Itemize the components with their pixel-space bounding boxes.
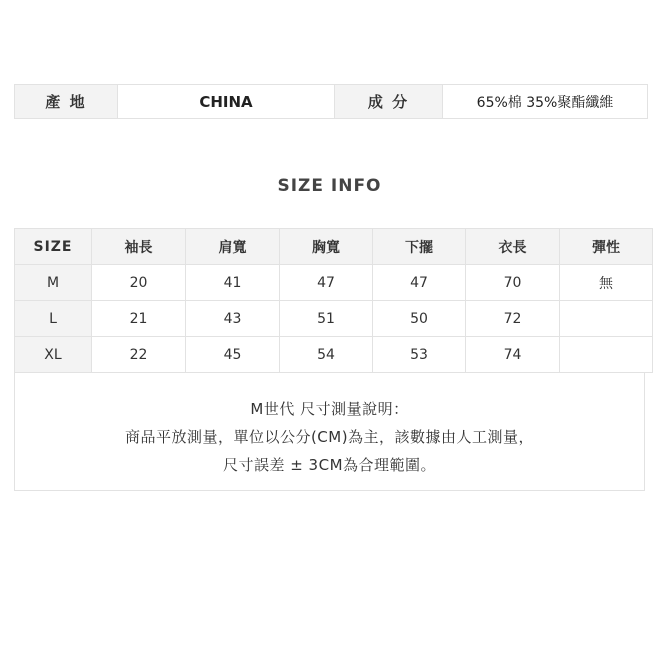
col-header-sleeve: 袖長 [92,229,186,265]
cell-length-xl: 74 [466,337,560,373]
composition-value: 65%棉 35%聚酯纖維 [443,85,648,119]
cell-length-l: 72 [466,301,560,337]
table-row [15,265,653,301]
cell-hem-l: 50 [373,301,466,337]
table-row [15,301,653,337]
cell-sleeve-m: 20 [92,265,186,301]
origin-label: 產 地 [15,85,118,119]
cell-elasticity-l [560,301,653,337]
cell-length-m: 70 [466,265,560,301]
origin-value: CHINA [118,85,335,119]
cell-elasticity-xl [560,337,653,373]
cell-chest-xl: 54 [280,337,373,373]
composition-label: 成 分 [335,85,443,119]
cell-size-xl: XL [15,337,92,373]
col-header-hem: 下擺 [373,229,466,265]
cell-shoulder-xl: 45 [186,337,280,373]
col-header-chest: 胸寬 [280,229,373,265]
material-table [14,84,648,119]
cell-hem-m: 47 [373,265,466,301]
table-row [15,337,653,373]
size-info-title: SIZE INFO [277,176,382,196]
measurement-note [14,373,645,491]
col-header-size: SIZE [15,229,92,265]
size-table [14,228,653,373]
note-line-1: M世代 尺寸測量說明： [250,400,409,418]
table-header-row [15,229,653,265]
col-header-elasticity: 彈性 [560,229,653,265]
cell-elasticity-m: 無 [560,265,653,301]
cell-size-l: L [15,301,92,337]
cell-chest-l: 51 [280,301,373,337]
col-header-length: 衣長 [466,229,560,265]
cell-size-m: M [15,265,92,301]
cell-sleeve-xl: 22 [92,337,186,373]
col-header-shoulder: 肩寬 [186,229,280,265]
cell-shoulder-m: 41 [186,265,280,301]
note-line-2: 商品平放測量，單位以公分(CM)為主，該數據由人工測量， [124,428,535,446]
note-line-3: 尺寸誤差 ± 3CM為合理範圍。 [222,456,437,474]
cell-hem-xl: 53 [373,337,466,373]
table-row [15,85,648,119]
size-table-wrap [14,228,645,491]
cell-sleeve-l: 21 [92,301,186,337]
cell-chest-m: 47 [280,265,373,301]
cell-shoulder-l: 43 [186,301,280,337]
